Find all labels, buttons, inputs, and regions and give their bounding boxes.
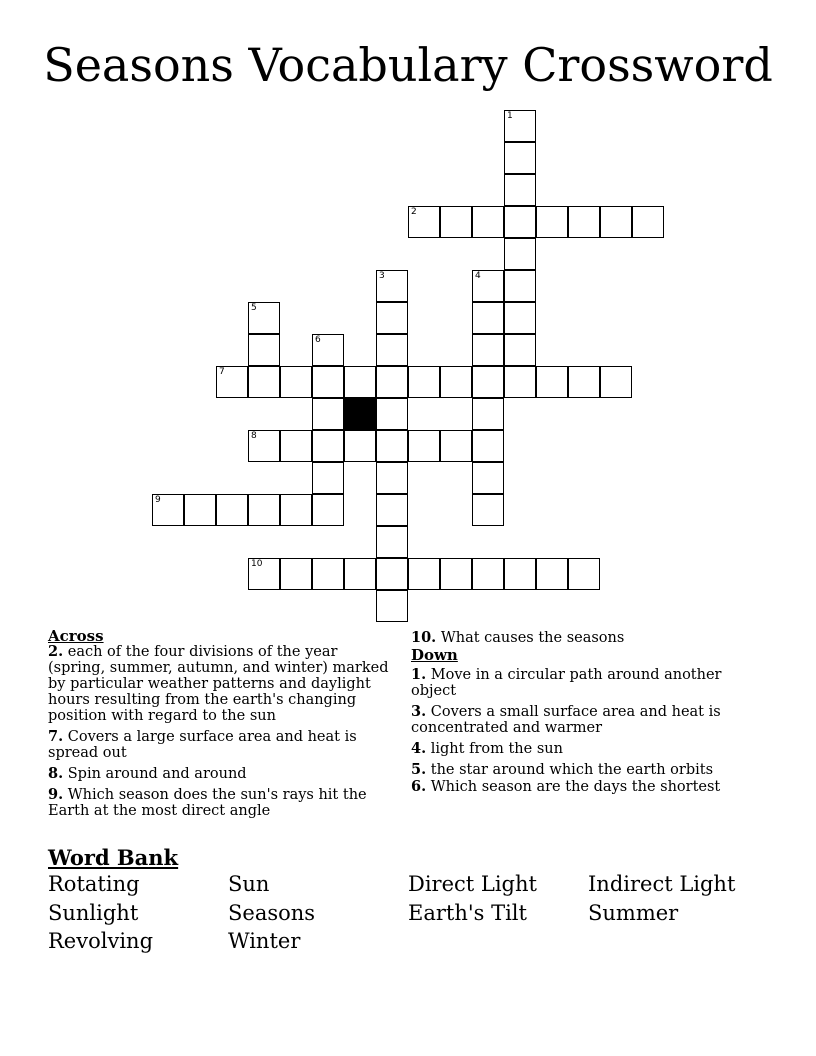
grid-cell[interactable] <box>312 462 344 494</box>
grid-cell[interactable] <box>312 398 344 430</box>
word-bank-item: Direct Light <box>408 872 537 896</box>
clue-across-2: 2. each of the four divisions of the year (spring, summer, autumn, and winter) marked by particular weather patterns and daylight hours resulting from the earth's changing position with regard to the sun <box>48 643 389 724</box>
clues-left-column <box>48 628 396 824</box>
grid-cell[interactable] <box>440 558 472 590</box>
grid-cell[interactable] <box>280 366 312 398</box>
grid-cell[interactable] <box>312 366 344 398</box>
grid-cell[interactable] <box>568 366 600 398</box>
clue-number: 2 <box>411 207 417 217</box>
grid-cell[interactable] <box>184 494 216 526</box>
word-bank-heading: Word Bank <box>48 845 179 870</box>
grid-cell[interactable] <box>248 302 280 334</box>
clue-number: 1 <box>507 111 513 121</box>
clue-number: 10 <box>251 559 263 569</box>
word-bank-item: Seasons <box>228 901 316 925</box>
grid-cell[interactable] <box>344 366 376 398</box>
word-bank-item: Sunlight <box>48 901 139 925</box>
word-bank-item: Sun <box>228 872 270 896</box>
grid-cell[interactable] <box>152 494 184 526</box>
grid-cell[interactable] <box>312 558 344 590</box>
grid-cell[interactable] <box>408 430 440 462</box>
grid-cell[interactable] <box>536 558 568 590</box>
grid-cell[interactable] <box>248 366 280 398</box>
down-heading: Down <box>411 646 458 664</box>
grid-cell[interactable] <box>568 558 600 590</box>
clue-across-8: 8. Spin around and around <box>48 765 247 782</box>
grid-cell[interactable] <box>472 366 504 398</box>
grid-cell[interactable] <box>536 206 568 238</box>
grid-cell[interactable] <box>600 366 632 398</box>
across-heading: Across <box>48 627 104 645</box>
clue-down-6: 6. Which season are the days the shortest <box>411 778 721 795</box>
grid-cell[interactable] <box>504 270 536 302</box>
grid-cell[interactable] <box>376 430 408 462</box>
grid-cell[interactable] <box>472 206 504 238</box>
grid-cell[interactable] <box>632 206 664 238</box>
word-bank-item: Revolving <box>48 929 154 953</box>
grid-cell[interactable] <box>472 558 504 590</box>
grid-cell[interactable] <box>504 110 536 142</box>
clue-across-9: 9. Which season does the sun's rays hit the Earth at the most direct angle <box>48 786 367 819</box>
clue-across-7: 7. Covers a large surface area and heat is spread out <box>48 728 357 761</box>
grid-cell[interactable] <box>376 526 408 558</box>
grid-cell[interactable] <box>472 270 504 302</box>
grid-cell[interactable] <box>600 206 632 238</box>
grid-cell[interactable] <box>472 430 504 462</box>
grid-cell[interactable] <box>312 430 344 462</box>
clue-down-5: 5. the star around which the earth orbits <box>411 761 714 778</box>
clue-down-4: 4. light from the sun <box>411 740 563 757</box>
grid-cell[interactable] <box>408 558 440 590</box>
clue-number: 7 <box>219 367 225 377</box>
word-bank-item: Earth's Tilt <box>408 901 527 925</box>
grid-cell[interactable] <box>504 174 536 206</box>
grid-cell[interactable] <box>408 206 440 238</box>
grid-cell[interactable] <box>504 366 536 398</box>
grid-cell[interactable] <box>472 398 504 430</box>
grid-cell[interactable] <box>248 494 280 526</box>
grid-cell[interactable] <box>280 494 312 526</box>
grid-cell[interactable] <box>376 334 408 366</box>
clue-down-1: 1. Move in a circular path around another object <box>411 666 722 699</box>
grid-cell[interactable] <box>504 558 536 590</box>
grid-cell[interactable] <box>376 590 408 622</box>
grid-cell[interactable] <box>376 494 408 526</box>
grid-cell[interactable] <box>376 270 408 302</box>
word-bank-item: Summer <box>588 901 679 925</box>
grid-cell[interactable] <box>472 302 504 334</box>
clue-number: 6 <box>315 335 321 345</box>
grid-cell[interactable] <box>504 302 536 334</box>
clue-number: 5 <box>251 303 257 313</box>
clue-down-3: 3. Covers a small surface area and heat is concentrated and warmer <box>411 703 721 736</box>
clues-right-column <box>411 630 731 800</box>
page-title: Seasons Vocabulary Crossword <box>43 38 773 92</box>
grid-cell[interactable] <box>216 366 248 398</box>
grid-cell[interactable] <box>344 430 376 462</box>
grid-cell[interactable] <box>472 494 504 526</box>
word-bank-item: Rotating <box>48 872 140 896</box>
grid-cell[interactable] <box>376 558 408 590</box>
word-bank-item: Winter <box>228 929 301 953</box>
grid-cell[interactable] <box>376 462 408 494</box>
grid-cell[interactable] <box>280 558 312 590</box>
grid-cell-black <box>344 398 376 430</box>
grid-cell[interactable] <box>312 334 344 366</box>
clue-number: 9 <box>155 495 161 505</box>
grid-cell[interactable] <box>504 206 536 238</box>
grid-cell[interactable] <box>440 366 472 398</box>
grid-cell[interactable] <box>280 430 312 462</box>
grid-cell[interactable] <box>440 206 472 238</box>
grid-cell[interactable] <box>536 366 568 398</box>
grid-cell[interactable] <box>376 366 408 398</box>
grid-cell[interactable] <box>472 334 504 366</box>
word-bank-item: Indirect Light <box>588 872 736 896</box>
grid-cell[interactable] <box>472 462 504 494</box>
grid-cell[interactable] <box>216 494 248 526</box>
grid-cell[interactable] <box>248 430 280 462</box>
clue-number: 8 <box>251 431 257 441</box>
grid-cell[interactable] <box>504 238 536 270</box>
clue-number: 3 <box>379 271 385 281</box>
grid-cell[interactable] <box>568 206 600 238</box>
grid-cell[interactable] <box>248 558 280 590</box>
grid-cell[interactable] <box>248 334 280 366</box>
grid-cell[interactable] <box>504 142 536 174</box>
clue-number: 4 <box>475 271 481 281</box>
grid-cell[interactable] <box>440 430 472 462</box>
grid-cell[interactable] <box>376 398 408 430</box>
grid-cell[interactable] <box>376 302 408 334</box>
grid-cell[interactable] <box>312 494 344 526</box>
grid-cell[interactable] <box>408 366 440 398</box>
grid-cell[interactable] <box>504 334 536 366</box>
grid-cell[interactable] <box>344 558 376 590</box>
clue-across-10: 10. What causes the seasons <box>411 629 625 646</box>
